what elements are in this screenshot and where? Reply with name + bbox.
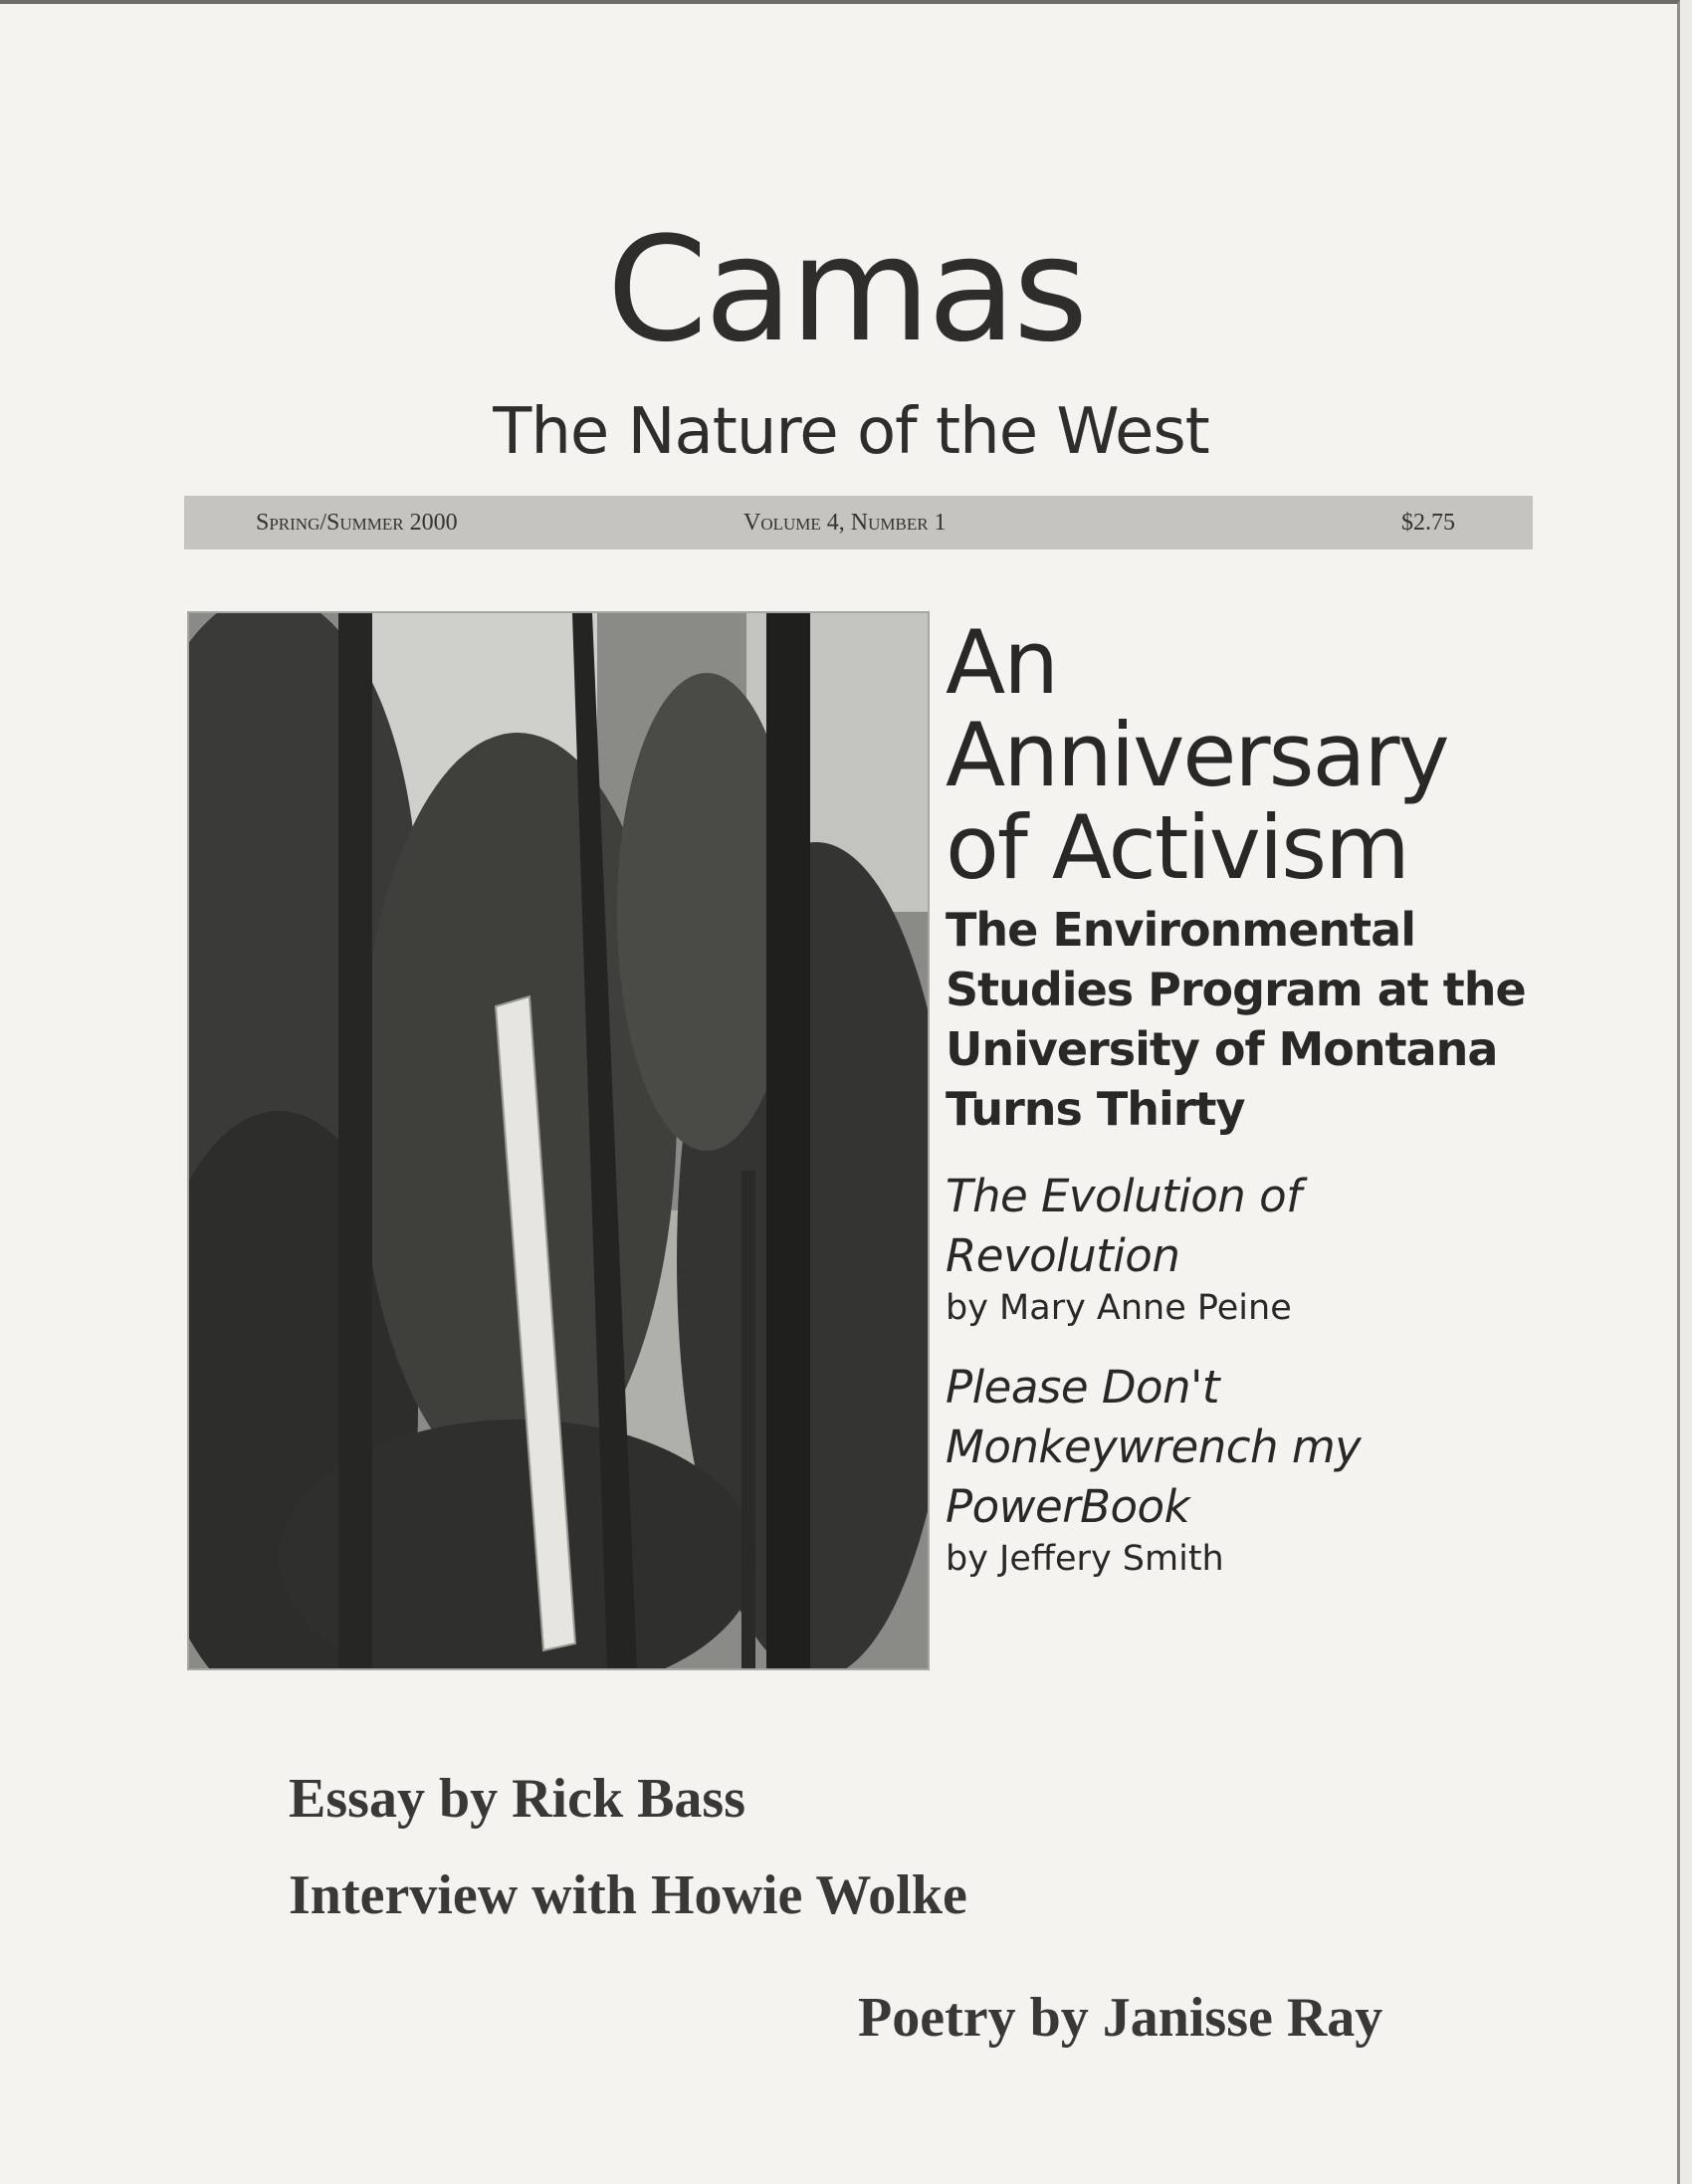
cover-story [946,611,1642,1581]
article-title-line: Please Don't [946,1361,1220,1414]
feature-interview: Interview with Howie Wolke [289,1864,967,1926]
article-title-line: Monkeywrench my [946,1420,1362,1473]
subheadline-line: University of Montana [946,1022,1498,1076]
subheadline-line: Studies Program at the [946,963,1526,1016]
article-teaser [946,1358,1642,1581]
forest-photo-image [189,613,928,1668]
magazine-subtitle: The Nature of the West [493,395,1209,469]
article-title-line: PowerBook [946,1480,1190,1533]
article-byline: by Mary Anne Peine [946,1288,1292,1328]
article-title [946,1167,1642,1286]
headline-line: of Activism [946,796,1408,899]
subheadline-line: The Environmental [946,903,1415,957]
cover-subheadline [946,900,1642,1139]
headline-line: An [946,611,1057,714]
article-title [946,1358,1642,1537]
cover-headline [946,611,1642,899]
cover-photo [187,611,930,1670]
issue-price: $2.75 [1401,510,1455,536]
issue-volume: Volume 4, Number 1 [743,510,947,536]
issue-info-bar [184,496,1533,549]
article-title-line: Revolution [946,1229,1180,1282]
feature-poetry: Poetry by Janisse Ray [858,1987,1383,2049]
headline-line: Anniversary [946,704,1448,806]
subheadline-line: Turns Thirty [946,1082,1245,1136]
article-title-line: The Evolution of [946,1170,1302,1222]
feature-essay: Essay by Rick Bass [289,1768,746,1830]
article-byline: by Jeffery Smith [946,1539,1224,1579]
magazine-title: Camas [606,206,1086,374]
article-teaser [946,1167,1642,1330]
issue-season: Spring/Summer 2000 [256,510,458,536]
